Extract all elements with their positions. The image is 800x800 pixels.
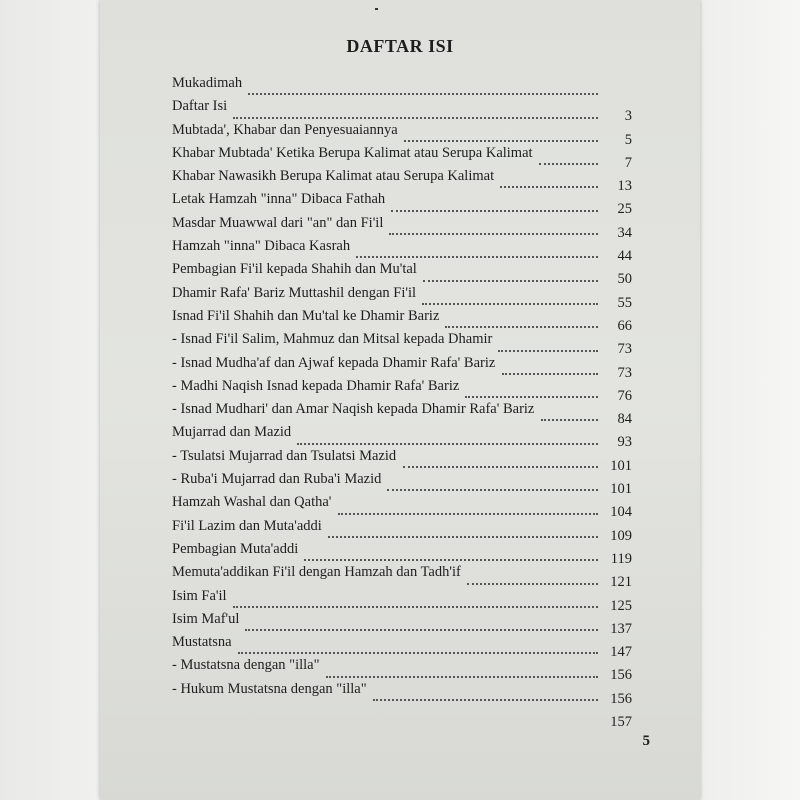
toc-entry-page: 93 — [617, 434, 632, 451]
toc-entry — [172, 610, 632, 637]
toc-entry — [172, 680, 632, 707]
toc-entry — [172, 144, 632, 171]
toc-entry — [172, 517, 632, 544]
toc-entry — [172, 307, 632, 334]
toc-entry-title: - Isnad Fi'il Salim, Mahmuz dan Mitsal kepada Dhamir — [172, 331, 493, 348]
toc-entry — [172, 237, 632, 265]
toc-entry-page: 147 — [610, 644, 632, 661]
toc-entry-page: 50 — [617, 271, 632, 288]
toc-entry — [172, 214, 632, 241]
toc-entry-title: - Ruba'i Mujarrad dan Ruba'i Mazid — [172, 471, 382, 488]
toc-leader-dots — [356, 255, 598, 258]
toc-entry — [172, 377, 632, 404]
toc-entry — [172, 633, 632, 661]
toc-entry-page: 66 — [617, 317, 632, 334]
toc-entry-title: Pembagian Fi'il kepada Shahih dan Mu'tal — [172, 261, 417, 278]
toc-leader-dots — [445, 325, 598, 328]
toc-entry-title: Letak Hamzah "inna" Dibaca Fathah — [172, 191, 386, 208]
toc-entry — [172, 423, 632, 451]
toc-entry-title: Mukadimah — [172, 75, 243, 91]
toc-leader-dots — [238, 651, 598, 654]
toc-leader-dots — [467, 582, 598, 585]
toc-entry — [172, 587, 632, 614]
toc-entry-page: 156 — [610, 690, 632, 707]
toc-leader-dots — [233, 116, 598, 119]
toc-entry-title: Masdar Muawwal dari "an" dan Fi'il — [172, 214, 384, 231]
toc-entry-page: 156 — [610, 667, 632, 684]
toc-entry-title: Fi'il Lazim dan Muta'addi — [172, 517, 322, 534]
toc-entry-page: 101 — [610, 457, 632, 474]
toc-leader-dots — [422, 302, 598, 305]
toc-entry-title: Hamzah "inna" Dibaca Kasrah — [172, 238, 351, 255]
toc-entry-page: 84 — [617, 411, 632, 428]
toc-leader-dots — [326, 675, 598, 678]
toc-entry-title: - Tsulatsi Mujarrad dan Tsulatsi Mazid — [172, 447, 397, 464]
toc-entry-page: 3 — [624, 108, 632, 125]
toc-entry-page: 44 — [617, 248, 632, 265]
toc-leader-dots — [391, 209, 598, 212]
toc-leader-dots — [403, 465, 598, 468]
toc-entry-page: 76 — [617, 387, 632, 404]
toc-leader-dots — [498, 349, 598, 352]
toc-leader-dots — [423, 279, 598, 282]
toc-entry-title: Mustatsna — [172, 634, 232, 651]
toc-entry-title: Memuta'addikan Fi'il dengan Hamzah dan Tadh'if — [172, 564, 461, 581]
page-title: DAFTAR ISI — [346, 36, 454, 56]
page-number: 5 — [642, 733, 650, 749]
toc-entry-title: - Madhi Naqish Isnad kepada Dhamir Rafa' Bariz — [172, 377, 460, 394]
toc-entry-title: - Mustatsna dengan "illa" — [172, 657, 320, 674]
toc-leader-dots — [500, 185, 598, 188]
print-mark — [375, 8, 378, 10]
toc-entry-page: 34 — [617, 224, 632, 241]
toc-entry-title: Pembagian Muta'addi — [172, 540, 299, 557]
toc-leader-dots — [541, 418, 598, 421]
toc-entry-title: Khabar Nawasikh Berupa Kalimat atau Serupa Kalimat — [172, 168, 495, 185]
toc-entry-title: Dhamir Rafa' Bariz Muttashil dengan Fi'il — [172, 284, 417, 301]
toc-entry-page: 157 — [610, 714, 632, 731]
toc-entry-page: 119 — [610, 550, 632, 567]
toc-entry-page: 125 — [610, 597, 632, 614]
toc-entry-title: - Hukum Mustatsna dengan "illa" — [172, 680, 367, 697]
toc-entry-title: Hamzah Washal dan Qatha' — [172, 494, 332, 511]
toc-entry-page: 121 — [610, 574, 632, 591]
toc-leader-dots — [297, 442, 598, 445]
toc-entry-page: 104 — [610, 504, 632, 521]
toc-entry-title: - Isnad Mudha'af dan Ajwaf kepada Dhamir Rafa' Bariz — [172, 354, 496, 371]
toc-entry-title: Isim Maf'ul — [172, 610, 240, 627]
toc-entry-page: 25 — [617, 201, 632, 218]
toc-entry — [172, 400, 632, 428]
toc-leader-dots — [465, 395, 598, 398]
table-of-contents — [172, 74, 632, 731]
toc-leader-dots — [539, 162, 598, 165]
toc-entry-page: 109 — [610, 527, 632, 544]
book-page — [100, 0, 700, 800]
toc-entry — [172, 167, 632, 195]
background-left — [0, 0, 100, 800]
toc-entry-title: - Isnad Mudhari' dan Amar Naqish kepada Dhamir Rafa' Bariz — [172, 401, 535, 418]
toc-entry-page: 101 — [610, 481, 632, 498]
toc-entry-title: Mubtada', Khabar dan Penyesuaiannya — [172, 121, 398, 138]
toc-leader-dots — [502, 372, 598, 375]
toc-entry — [172, 540, 632, 567]
toc-leader-dots — [373, 698, 598, 701]
toc-leader-dots — [387, 488, 598, 491]
background-right — [700, 0, 800, 800]
toc-entry — [172, 656, 632, 684]
toc-entry — [172, 330, 632, 358]
toc-entry-title: Khabar Mubtada' Ketika Berupa Kalimat atau Serupa Kalimat — [172, 144, 533, 161]
toc-entry — [172, 447, 632, 474]
toc-entry-page: 137 — [610, 620, 632, 637]
toc-entry — [172, 190, 632, 218]
toc-entry-title: Isnad Fi'il Shahih dan Mu'tal ke Dhamir Bariz — [172, 307, 440, 324]
toc-entry-title: Mujarrad dan Mazid — [172, 424, 292, 441]
toc-entry-page: 5 — [624, 131, 632, 148]
toc-leader-dots — [245, 628, 598, 631]
toc-entry — [172, 470, 632, 498]
toc-entry — [172, 354, 632, 381]
toc-entry — [172, 493, 632, 521]
toc-entry-page: 13 — [617, 178, 632, 195]
toc-entry-page: 7 — [624, 154, 632, 171]
toc-entry — [172, 563, 632, 591]
toc-entry — [172, 121, 632, 148]
toc-leader-dots — [328, 535, 598, 538]
toc-entry-title: Daftar Isi — [172, 98, 228, 115]
toc-entry-page: 73 — [617, 364, 632, 381]
toc-entry — [172, 74, 632, 97]
toc-leader-dots — [389, 232, 598, 235]
toc-entry — [172, 260, 632, 288]
toc-entry-page: 55 — [617, 294, 632, 311]
toc-entry — [172, 703, 632, 731]
toc-entry-page: 73 — [617, 341, 632, 358]
toc-leader-dots — [304, 558, 598, 561]
toc-leader-dots — [248, 92, 598, 95]
toc-leader-dots — [338, 512, 598, 515]
toc-entry-title: Isim Fa'il — [172, 587, 227, 604]
toc-leader-dots — [404, 139, 598, 142]
toc-entry — [172, 284, 632, 311]
toc-leader-dots — [233, 605, 598, 608]
toc-entry — [172, 97, 632, 125]
